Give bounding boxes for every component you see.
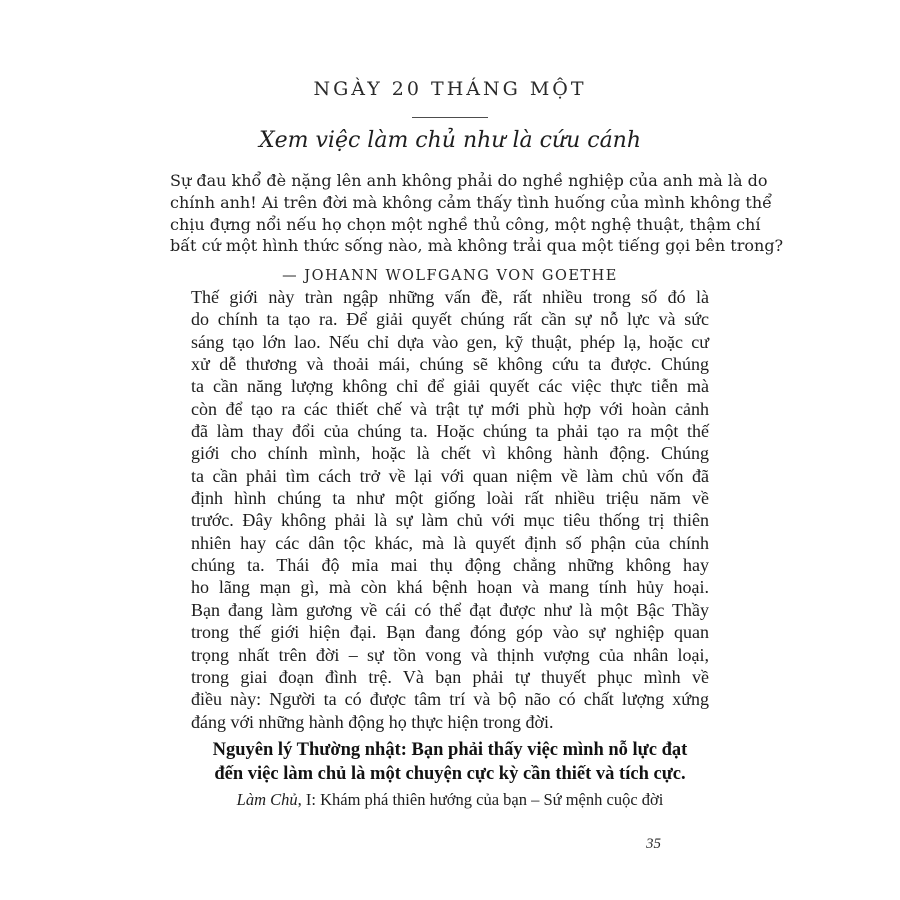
daily-principle: Nguyên lý Thường nhật: Bạn phải thấy việc mình nỗ lực đạt đến việc làm chủ là một chuyện cực kỳ cần thiết và tích cực. bbox=[212, 740, 688, 784]
body-paragraph: Thế giới này tràn ngập những vấn đề, rất nhiều trong số đó là do chính ta tạo ra. Để giải quyết chúng rất cần sự nỗ lực và sức sáng tạo lớn lao. Nếu chỉ dựa vào gen, kỹ thuật, phép lạ, hoặc cư xử dễ thương và thoải mái, chúng sẽ không cứu ta được. Chúng ta cần năng lượng không chỉ để giải quyết các việc thực tiễn mà còn để tạo ra các thiết chế và trật tự mới phù hợp với hoàn cảnh đã làm thay đổi của chúng ta. Hoặc chúng ta phải tạo ra một thế giới cho chính mình, hoặc là chết vì không hành động. Chúng ta cần phải tìm cách trở về lại với quan niệm về làm chủ vốn đã định hình chúng ta như một giống loài rất nhiều triệu năm về trước. Đây không phải là sự làm chủ với mục tiêu thống trị thiên nhiên hay các dân tộc khác, mà là quyết định số phận của chính chúng ta. Thái độ mỉa mai thụ động chẳng những không hay ho lãng mạn gì, mà còn khá bệnh hoạn và mang tính hủy hoại. Bạn đang làm gương về cái có thể đạt được như là một Bậc Thầy trong thế giới hiện đại. Bạn đang đóng góp vào sự nghiệp quan trọng nhất trên đời – sự tồn vong và thịnh vượng của nhân loại, trong giai đoạn đình trệ. Và bạn phải tự thuyết phục mình về điều này: Người ta có được tâm trí và bộ não có chất lượng xứng đáng với những hành động họ thực hiện trong đời. bbox=[191, 287, 709, 732]
epigraph bbox=[170, 170, 784, 288]
source-chapter: , I: Khám phá thiên hướng của bạn – Sứ mệnh cuộc đời bbox=[297, 790, 664, 809]
page-number: 35 bbox=[646, 836, 661, 852]
title-divider bbox=[412, 117, 488, 118]
epigraph-text: Sự đau khổ đè nặng lên anh không phải do nghề nghiệp của anh mà là do chính anh! Ai trên đời mà không cảm thấy tình huống của mình không thể chịu đựng nổi nếu họ chọn một nghề thủ công, một nghệ thuật, thậm chí bất cứ một hình thức sống nào, mà không trải qua một tiếng gọi bên trong? bbox=[170, 171, 784, 256]
epigraph-attribution: — JOHANN WOLFGANG VON GOETHE bbox=[282, 268, 618, 285]
source-work-title: Làm Chủ bbox=[236, 790, 298, 809]
source-reference bbox=[0, 790, 900, 810]
chapter-subtitle: Xem việc làm chủ như là cứu cánh bbox=[258, 128, 642, 153]
page-title: NGÀY 20 THÁNG MỘT bbox=[313, 78, 587, 100]
